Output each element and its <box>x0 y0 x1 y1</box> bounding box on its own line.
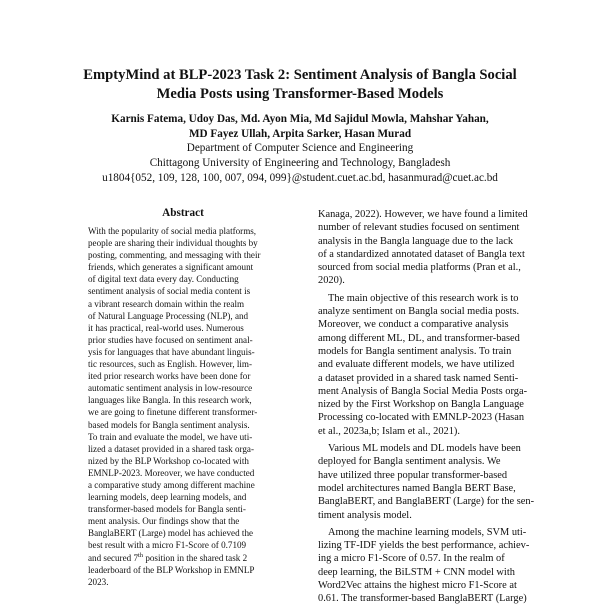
abstract-line: we are going to finetune different transformer- <box>88 407 258 418</box>
abstract-body <box>88 225 278 588</box>
body-line: BanglaBERT, and BanglaBERT (Large) for the sen- <box>318 496 535 508</box>
author-line: Karnis Fatema, Udoy Das, Md. Ayon Mia, Md Sajidul Mowla, Mahshar Yahan, <box>111 113 489 125</box>
body-line: nized by the First Workshop on Bangla Language <box>318 399 524 411</box>
abstract-line: tic resources, such as English. However, lim- <box>88 359 253 370</box>
body-line: 2020). <box>318 275 345 287</box>
abstract-line: BanglaBERT (Large) model has achieved the <box>88 528 254 539</box>
abstract-line: transformer-based models for Bangla senti- <box>88 504 246 515</box>
abstract-line: sentiment analysis of social media content is <box>88 286 251 297</box>
abstract-line: it has practical, real-world uses. Numerous <box>88 322 244 333</box>
abstract-line: lized a dataset provided in a shared task orga- <box>88 443 254 454</box>
abstract-line: languages like Bangla. In this research work, <box>88 395 252 406</box>
body-line: model architectures named Bangla BERT Base, <box>318 482 516 494</box>
body-line: Various ML models and DL models have been <box>328 443 521 455</box>
abstract-line: of Natural Language Processing (NLP), and <box>88 310 249 321</box>
abstract-line: posting, commenting, and messaging with their <box>88 250 261 261</box>
body-line: sourced from social media platforms (Pran et al., <box>318 262 521 274</box>
intro-paragraph-2 <box>318 292 528 438</box>
body-line: Word2Vec attains the highest micro F1-Score at <box>318 580 517 592</box>
body-line: have utilized three popular transformer-based <box>318 469 508 481</box>
abstract-line: leaderboard of the BLP Workshop in EMNLP <box>88 564 255 575</box>
abstract-line: people are sharing their individual thoughts by <box>88 238 258 249</box>
abstract-line: learning models, deep learning models, and <box>88 492 247 503</box>
title-line: Media Posts using Transformer-Based Models <box>156 86 444 102</box>
abstract-line: EMNLP-2023. Moreover, we have conducted <box>88 467 255 478</box>
abstract-line-start: and secured 7 <box>88 552 138 563</box>
department: Department of Computer Science and Engineering <box>186 142 414 154</box>
body-line: Kanaga, 2022). However, we have found a limited <box>318 209 528 220</box>
body-line: analyze sentiment on Bangla social media posts. <box>318 306 520 318</box>
intro-paragraph-1 <box>318 208 528 288</box>
abstract-line: automatic sentiment analysis in low-resource <box>88 383 253 394</box>
author-line: MD Fayez Ullah, Arpita Sarker, Hasan Murad <box>188 128 412 140</box>
abstract-heading: Abstract <box>162 207 204 219</box>
body-line: ing a micro F1-Score of 0.57. In the realm of <box>318 553 505 565</box>
abstract-line: To train and evaluate the model, we have uti- <box>88 431 253 442</box>
intro-paragraph-3 <box>318 442 535 522</box>
body-line: Among the machine learning models, SVM uti- <box>328 526 527 538</box>
abstract-line: ment analysis. Our findings show that the <box>88 516 240 527</box>
body-line: 0.61. The transformer-based BanglaBERT (Large) <box>318 593 527 605</box>
ordinal-suffix: th <box>138 551 144 559</box>
abstract-line: ited prior research works have been done for <box>88 371 251 382</box>
body-line: timent analysis model. <box>318 509 412 521</box>
abstract-line: of digital text data every day. Conducting <box>88 274 239 285</box>
abstract-line: based models for Bangla sentiment analysis. <box>88 419 250 430</box>
body-line: number of relevant studies focused on sentiment <box>318 222 520 234</box>
abstract-line: best result with a micro F1-Score of 0.7109 <box>88 540 247 551</box>
body-line: analysis in the Bangla language due to the lack <box>318 235 514 247</box>
abstract-line: friends, which generates a significant amount <box>88 262 254 273</box>
body-line: Moreover, we conduct a comparative analysis <box>318 319 509 331</box>
title-line: EmptyMind at BLP-2023 Task 2: Sentiment Analysis of Bangla Social <box>83 67 517 83</box>
body-line: a dataset provided in a shared task named Senti- <box>318 372 519 384</box>
body-line: among different ML, DL, and transformer-based <box>318 332 520 344</box>
abstract-line: a comparative study among different machine <box>88 479 255 490</box>
abstract-line <box>88 552 278 564</box>
body-line: ment Analysis of Bangla Social Media Posts orga- <box>318 385 528 397</box>
body-line: Processing co-located with EMNLP-2023 (Hasan <box>318 412 525 424</box>
abstract-line: ysis for languages that have abundant linguis- <box>88 346 255 357</box>
body-line: and evaluate different models, we have utilized <box>318 359 515 371</box>
body-line: lizing TF-IDF yields the best performance, achiev- <box>318 540 530 552</box>
author-list <box>60 112 540 142</box>
abstract-line-end: position in the shared task 2 <box>143 552 248 563</box>
body-line: The main objective of this research work is to <box>328 292 519 304</box>
abstract-line: a vibrant research domain within the realm <box>88 298 245 309</box>
body-line: deployed for Bangla sentiment analysis. We <box>318 456 501 468</box>
abstract-line: 2023. <box>88 576 109 587</box>
intro-column <box>318 208 535 610</box>
affiliation <box>40 141 560 186</box>
abstract-line: nized by the BLP Workshop co-located with <box>88 455 249 466</box>
intro-paragraph-4 <box>318 526 528 606</box>
author-emails: u1804{052, 109, 128, 100, 007, 094, 099}@student.cuet.ac.bd, hasanmurad@cuet.ac.bd <box>102 172 498 184</box>
abstract-line: prior studies have focused on sentiment anal- <box>88 334 253 345</box>
body-line: deep learning, the BiLSTM + CNN model with <box>318 566 515 578</box>
body-line: et al., 2023a,b; Islam et al., 2021). <box>318 425 460 437</box>
abstract-line: With the popularity of social media platforms, <box>88 226 257 236</box>
body-line: of a standardized annotated dataset of Bangla text <box>318 248 525 260</box>
body-line: models for Bangla sentiment analysis. To train <box>318 345 512 357</box>
paper-title <box>50 66 550 104</box>
university: Chittagong University of Engineering and Technology, Bangladesh <box>149 157 451 169</box>
